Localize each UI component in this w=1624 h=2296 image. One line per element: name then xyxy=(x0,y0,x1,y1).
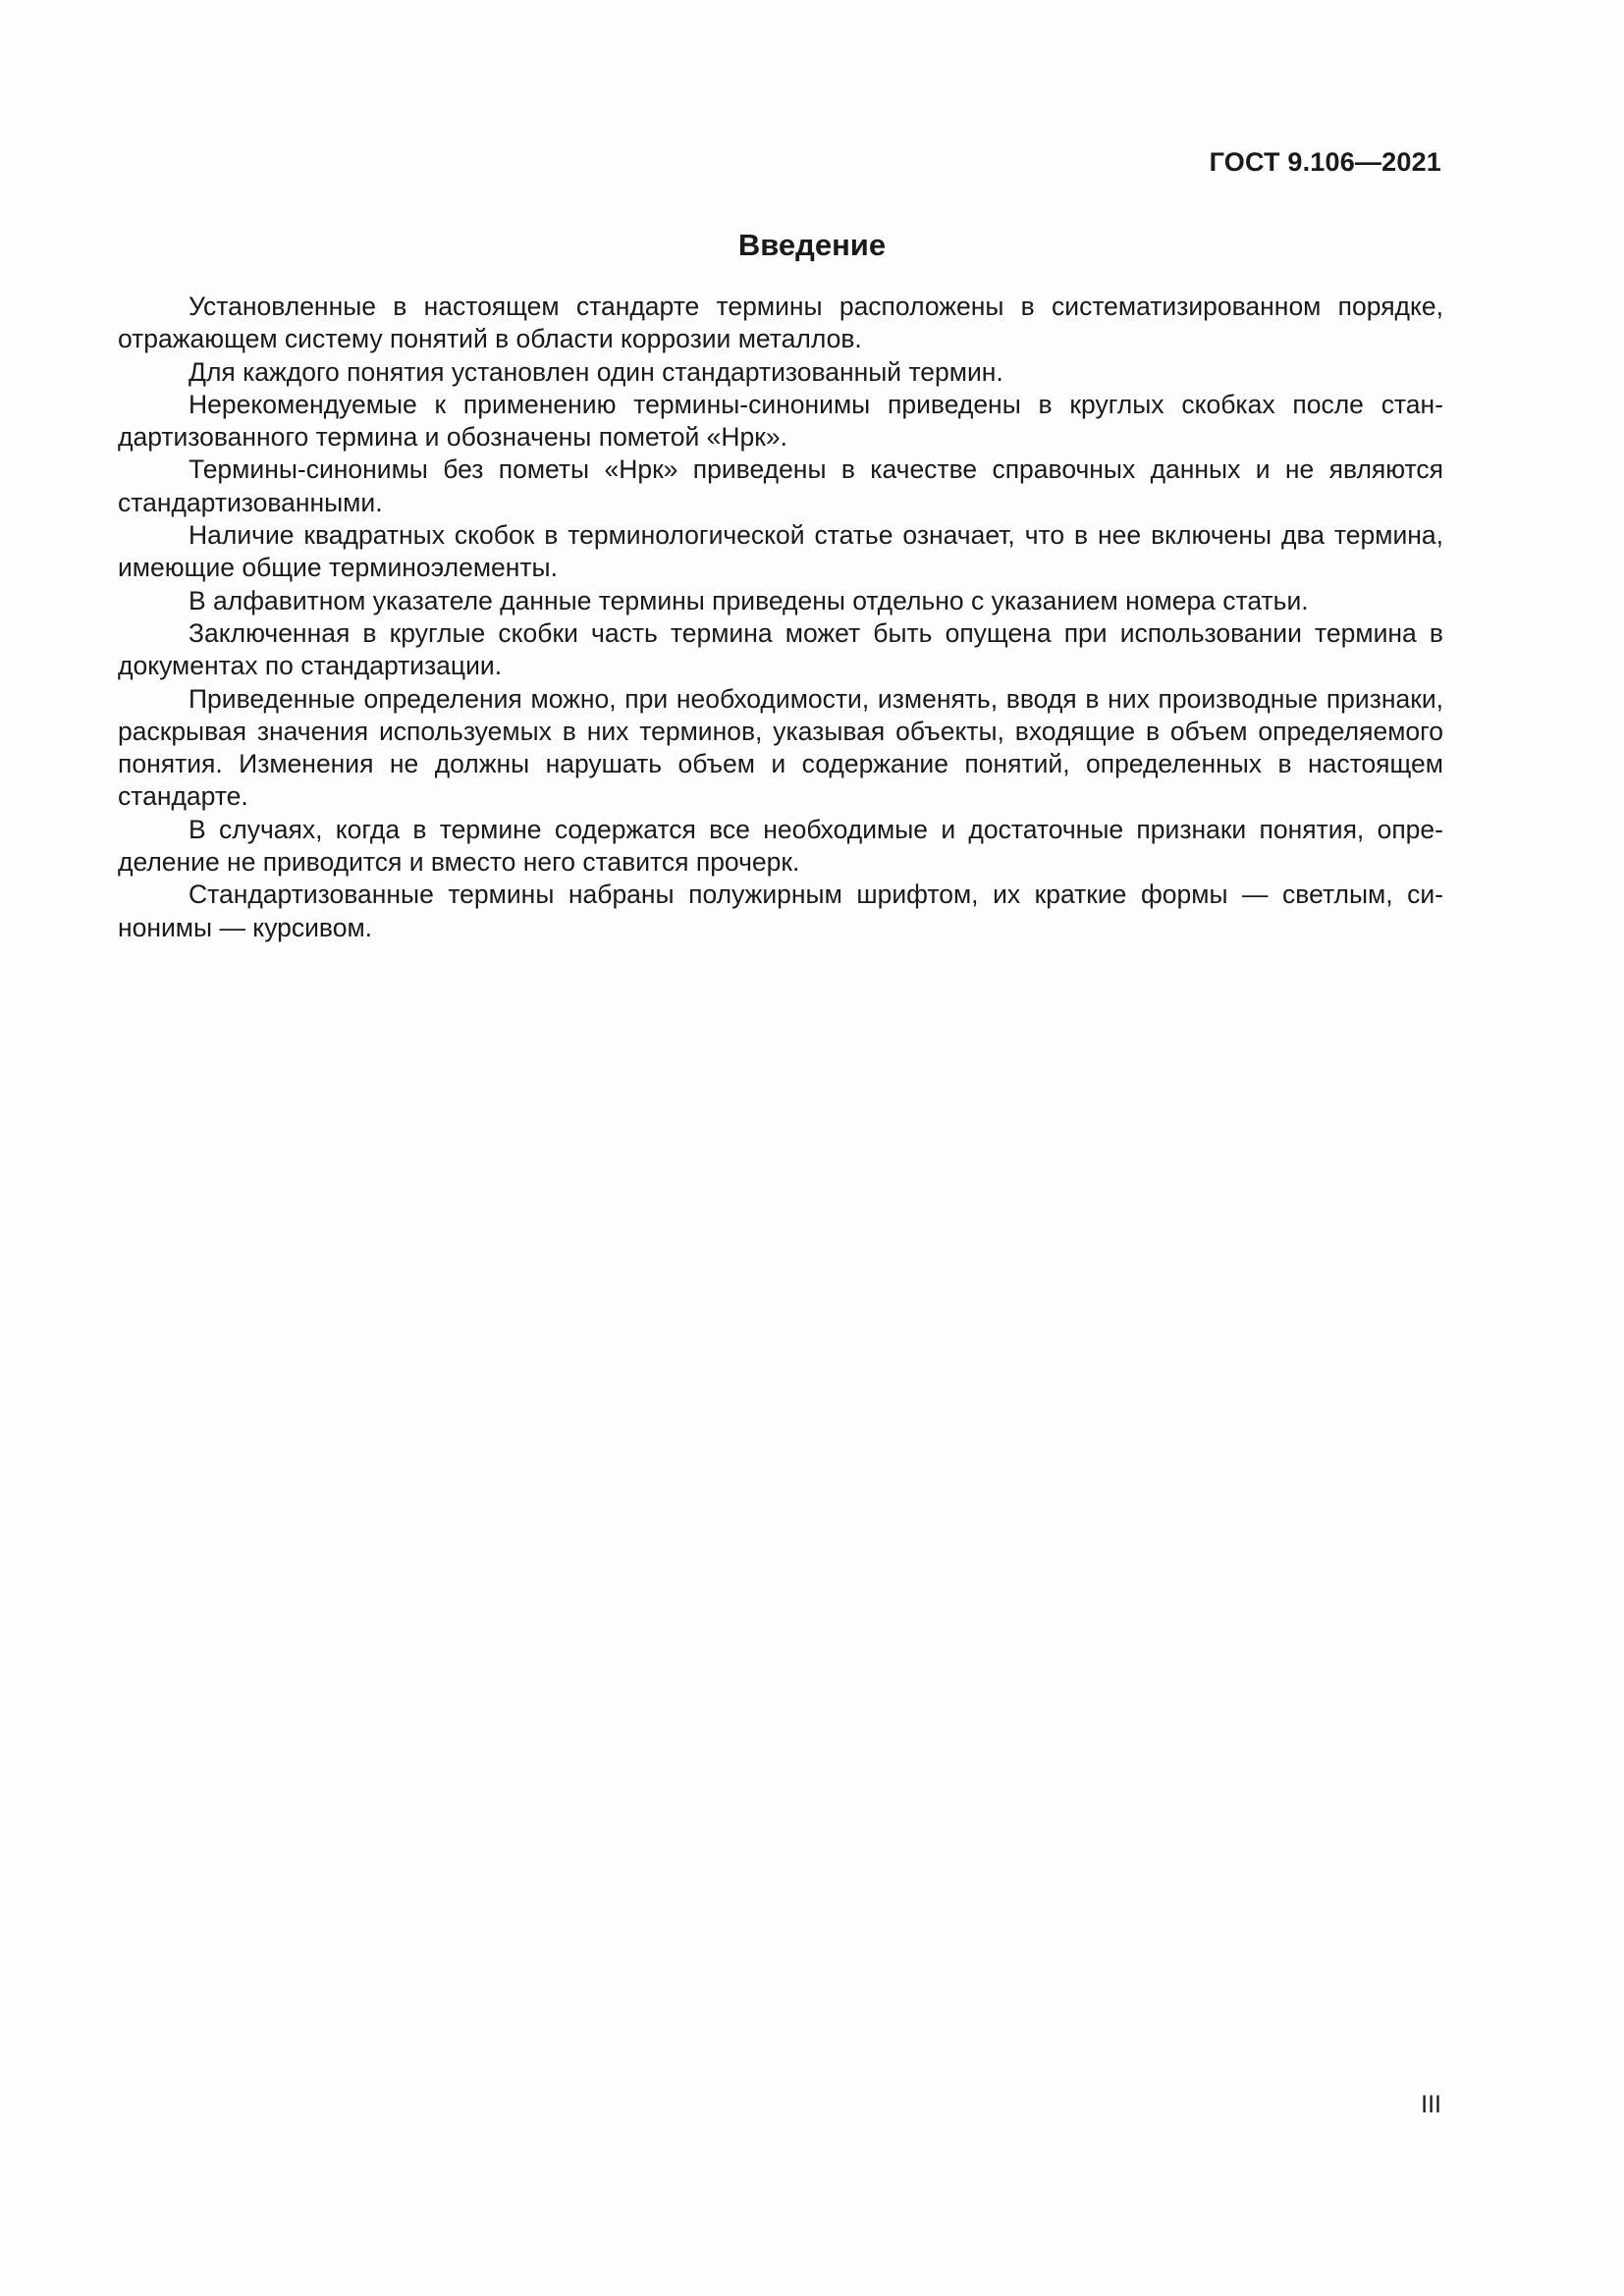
paragraph: Нерекомендуемые к применению термины-синонимы приведены в круглых скобках после стандартизованного термина и обозначены пометой «Нрк». xyxy=(118,389,1443,453)
page-number: III xyxy=(1421,2091,1441,2118)
paragraph: Для каждого понятия установлен один стандартизованный термин. xyxy=(189,356,1003,387)
paragraph: Термины-синонимы без пометы «Нрк» приведены в качестве справочных данных и не являются стандартизованными. xyxy=(118,454,1443,517)
paragraph: В алфавитном указателе данные термины приведены отдельно с указанием номера статьи. xyxy=(189,585,1309,615)
section-title: Введение xyxy=(737,228,887,262)
paragraph: Заключенная в круглые скобки часть термина может быть опущена при использовании термина в документах по стандартизации. xyxy=(118,617,1443,681)
paragraph: Наличие квадратных скобок в терминологической статье означает, что в нее включены два термина, имеющие общие терминоэлементы. xyxy=(118,520,1443,583)
paragraph: Приведенные определения можно, при необходимости, изменять, вводя в них производные признаки, раскрывая значения используемых в них терминов, указывая объекты, входящие в объем определяемого понятия. Изменения не должны нарушать объем и содержание понятий, определенных в настоящем стандарте. xyxy=(118,683,1443,812)
document-number: ГОСТ 9.106—2021 xyxy=(1209,147,1441,177)
section-body xyxy=(118,291,1443,944)
paragraph: Установленные в настоящем стандарте термины расположены в систематизированном порядке, отражающем систему понятий в области коррозии металлов. xyxy=(118,292,1443,354)
paragraph: Стандартизованные термины набраны полужирным шрифтом, их краткие формы — светлым, синонимы — курсивом. xyxy=(118,880,1443,942)
paragraph: В случаях, когда в термине содержатся все необходимые и достаточные признаки понятия, определение не приводится и вместо него ставится прочерк. xyxy=(118,814,1443,878)
